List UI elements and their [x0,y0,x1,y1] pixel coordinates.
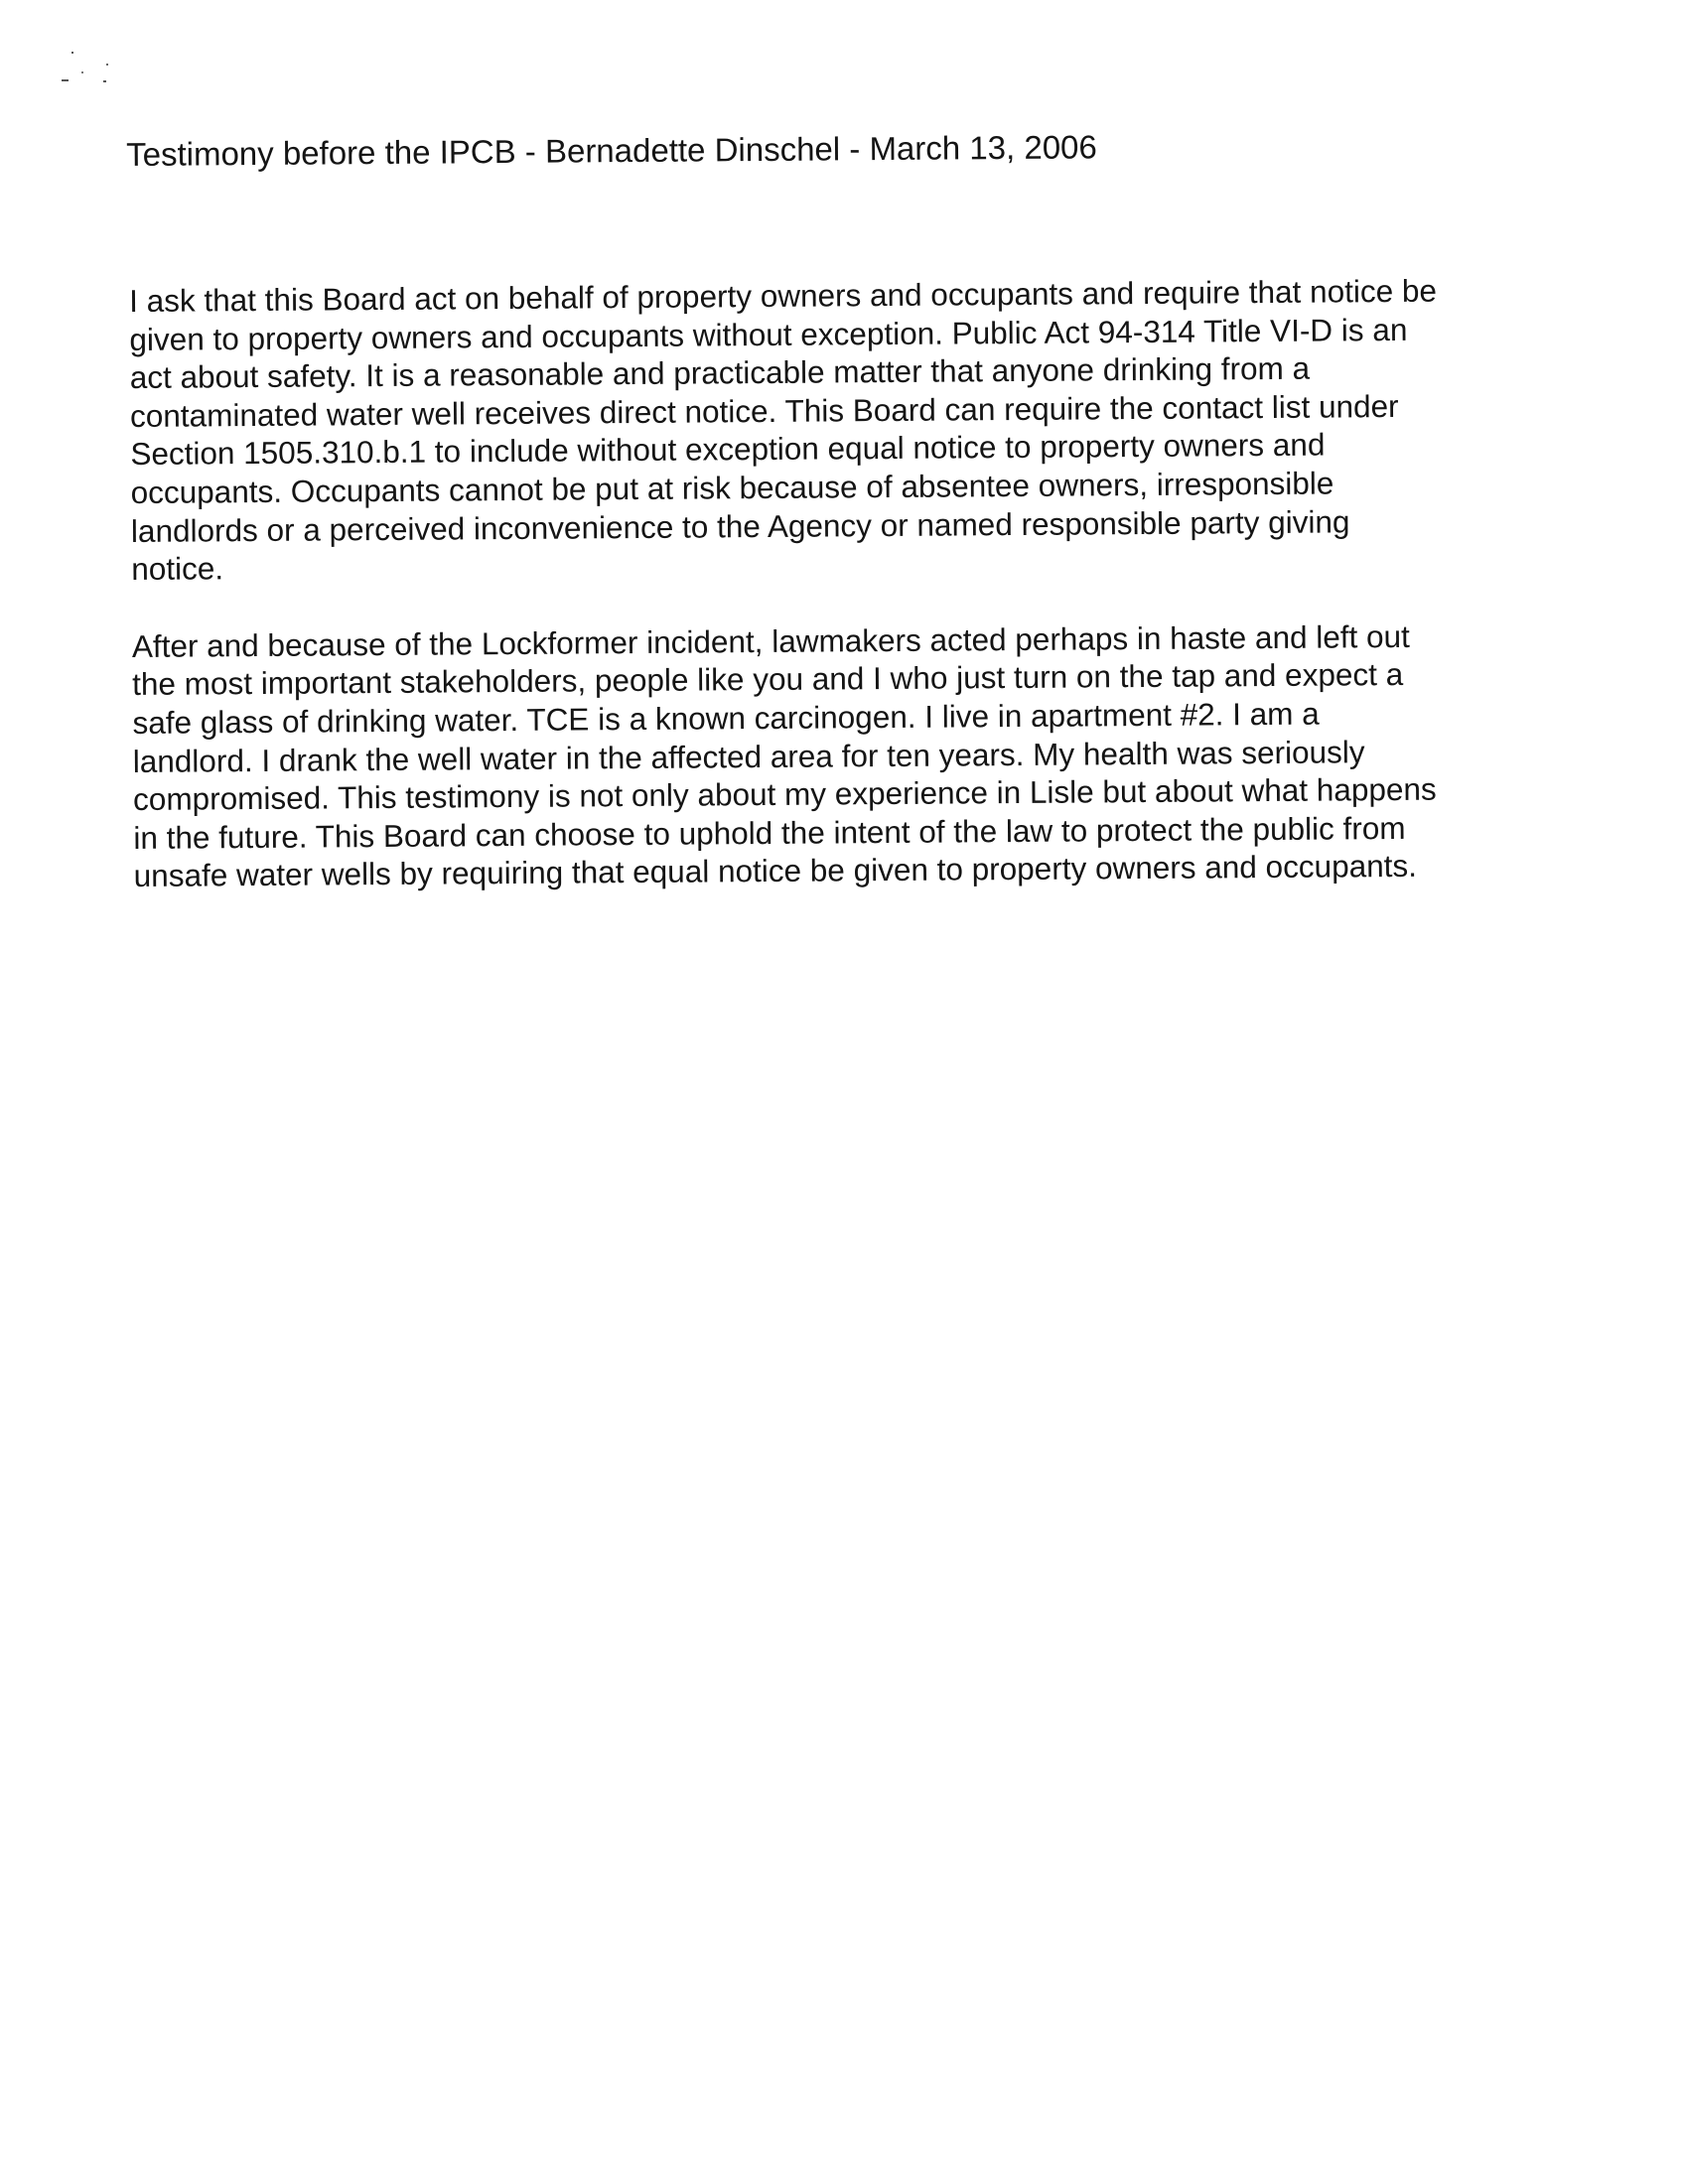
text-line: landlords or a perceived inconvenience to the Agency or named responsible party giving [130,502,1350,549]
text-line: the most important stakeholders, people like you and I who just turn on the tap and expect a [132,656,1404,703]
text-line: in the future. This Board can choose to uphold the intent of the law to protect the public from [133,809,1406,856]
scan-speck [103,80,106,82]
scan-speck-marks [60,50,179,99]
text-line: Section 1505.310.b.1 to include without exception equal notice to property owners and [130,426,1326,473]
text-line: After and because of the Lockformer incident, lawmakers acted perhaps in haste and left out [131,617,1410,664]
scan-speck [71,52,73,54]
text-line: contaminated water well receives direct notice. This Board can require the contact list under [129,387,1399,434]
paragraph [129,271,1521,589]
scan-speck [81,71,83,73]
text-line: occupants. Occupants cannot be put at risk because of absentee owners, irresponsible [130,465,1334,510]
document-body [129,271,1524,934]
text-line: landlord. I drank the well water in the affected area for ten years. My health was seriously [132,733,1365,779]
text-line: I ask that this Board act on behalf of property owners and occupants and require that notice be [129,272,1438,319]
text-line: given to property owners and occupants without exception. Public Act 94-314 Title VI-D is an [129,311,1408,357]
text-line: notice. [131,550,224,588]
text-line: act about safety. It is a reasonable and practicable matter that anyone drinking from a [129,349,1311,396]
scan-speck [62,79,69,81]
page-title: Testimony before the IPCB - Bernadette Dinschel - March 13, 2006 [126,128,1097,173]
text-line: safe glass of drinking water. TCE is a known carcinogen. I live in apartment #2. I am a [132,695,1320,741]
text-line: unsafe water wells by requiring that equal notice be given to property owners and occupants. [133,848,1418,894]
scan-speck [106,64,108,66]
text-line: compromised. This testimony is not only about my experience in Lisle but about what happens [132,770,1437,818]
paragraph [132,616,1524,895]
